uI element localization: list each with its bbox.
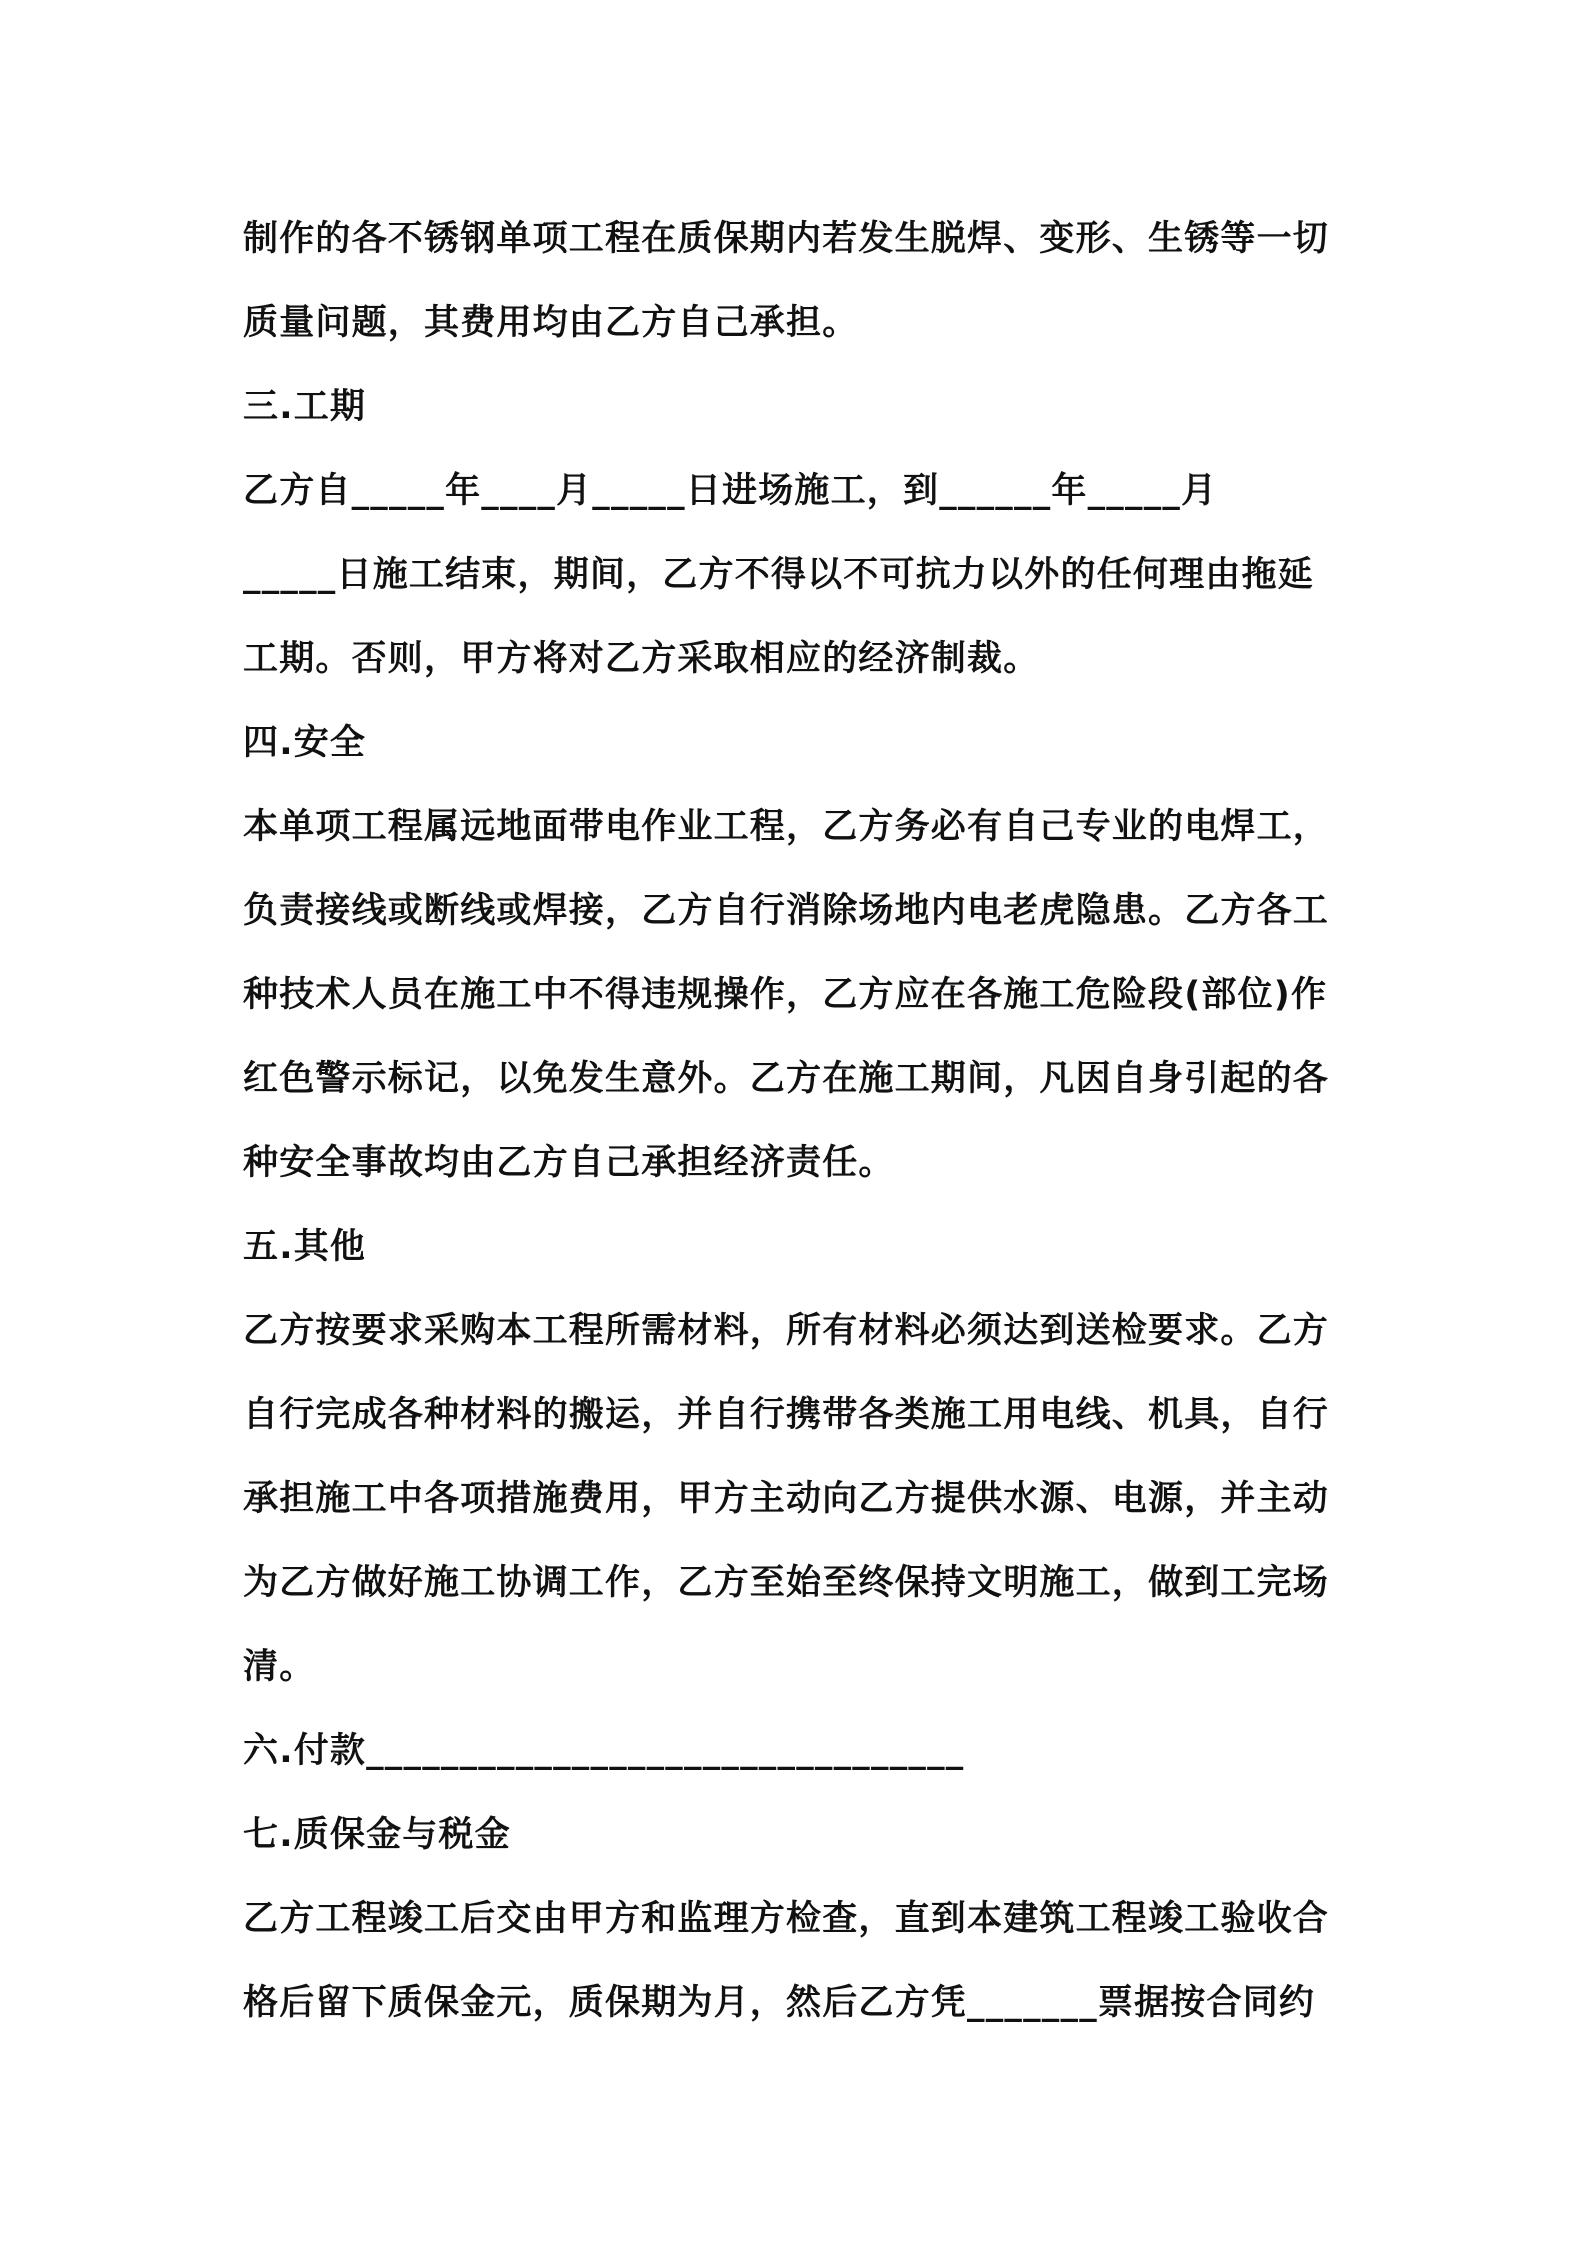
paragraph-line: 制作的各不锈钢单项工程在质保期内若发生脱焊、变形、生锈等一切 — [243, 219, 1330, 259]
paragraph-line: 种安全事故均由乙方自己承担经济责任。 — [243, 1143, 895, 1183]
paragraph-line: 红色警示标记，以免发生意外。乙方在施工期间，凡因自身引起的各 — [243, 1059, 1330, 1099]
section-heading-other: 五.其他 — [243, 1227, 367, 1267]
section-heading-schedule: 三.工期 — [243, 387, 367, 427]
paragraph-line: 为乙方做好施工协调工作，乙方至始至终保持文明施工，做到工完场 — [243, 1563, 1330, 1603]
paragraph-line: _____日施工结束，期间，乙方不得以不可抗力以外的任何理由拖延 — [243, 555, 1314, 595]
paragraph-line: 负责接线或断线或焊接，乙方自行消除场地内电老虎隐患。乙方各工 — [243, 891, 1330, 931]
paragraph-line: 本单项工程属远地面带电作业工程，乙方务必有自己专业的电焊工， — [243, 807, 1330, 847]
paragraph-line: 种技术人员在施工中不得违规操作，乙方应在各施工危险段(部位)作 — [243, 975, 1328, 1015]
paragraph-line: 自行完成各种材料的搬运，并自行携带各类施工用电线、机具，自行 — [243, 1395, 1330, 1435]
paragraph-line: 清。 — [243, 1647, 316, 1687]
paragraph-line: 承担施工中各项措施费用，甲方主动向乙方提供水源、电源，并主动 — [243, 1479, 1330, 1519]
paragraph-line: 乙方自_____年____月_____日进场施工，到______年_____月 — [243, 471, 1218, 511]
section-heading-safety: 四.安全 — [243, 723, 367, 763]
document-page — [243, 197, 1358, 2045]
section-heading-payment: 六.付款________________________________ — [243, 1731, 965, 1771]
paragraph-line: 工期。否则，甲方将对乙方采取相应的经济制裁。 — [243, 639, 1040, 679]
paragraph-line: 格后留下质保金元，质保期为月，然后乙方凭_______票据按合同约 — [243, 1983, 1316, 2023]
paragraph-line: 乙方按要求采购本工程所需材料，所有材料必须达到送检要求。乙方 — [243, 1311, 1330, 1351]
section-heading-warranty-tax: 七.质保金与税金 — [243, 1815, 511, 1855]
paragraph-line: 质量问题，其费用均由乙方自己承担。 — [243, 303, 859, 343]
paragraph-line: 乙方工程竣工后交由甲方和监理方检查，直到本建筑工程竣工验收合 — [243, 1899, 1330, 1939]
